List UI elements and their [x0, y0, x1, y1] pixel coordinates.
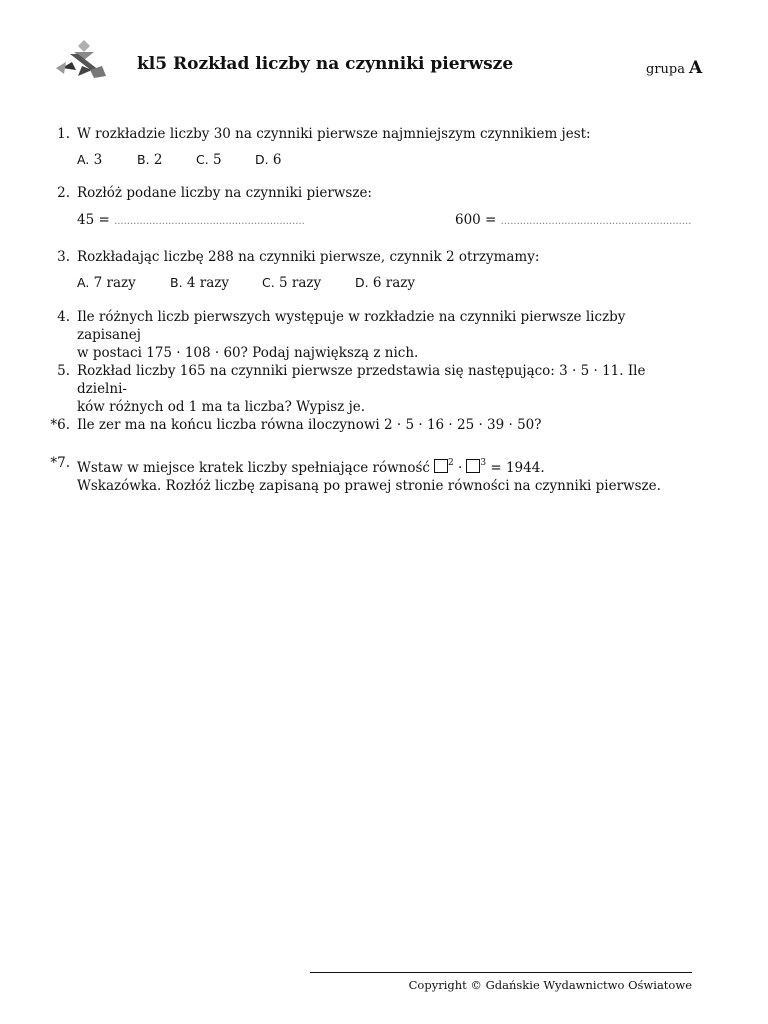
question-7 [40, 454, 690, 495]
dotted-answer-line: ............................................................ [500, 216, 692, 227]
option-letter: C. [196, 152, 209, 167]
question-number: *6. [50, 417, 70, 433]
footer-divider [310, 972, 692, 973]
answer-box[interactable] [434, 459, 448, 473]
group-indicator [646, 58, 702, 78]
exponent: 2 [448, 458, 454, 468]
dotted-answer-line: ............................................................ [114, 216, 305, 227]
multiplication-dot: · [458, 460, 463, 476]
option-letter: D. [255, 152, 269, 167]
question-2 [40, 184, 690, 202]
question-text: Wstaw w miejsce kratek liczby spełniające równość [77, 460, 430, 476]
option-value: 6 [272, 152, 282, 168]
option-a [77, 151, 137, 169]
option-value: 7 razy [93, 275, 136, 291]
answer-options [77, 274, 690, 292]
exponent: 3 [480, 458, 487, 468]
question-4 [40, 308, 690, 362]
question-text-line-1: Ile różnych liczb pierwszych występuje w rozkładzie na czynniki pierwsze liczby zapisanej [77, 309, 626, 343]
expression-600: 600 = [455, 212, 497, 228]
option-letter: A. [77, 275, 90, 290]
expression-45: 45 = [77, 212, 110, 228]
question-number: 4. [57, 309, 70, 325]
option-letter: B. [170, 275, 183, 290]
option-a [77, 274, 170, 292]
question-3 [40, 248, 690, 292]
answer-line-left [77, 212, 305, 228]
equation-result: = 1944. [490, 460, 545, 476]
question-text-line-1: Rozkład liczby 165 na czynniki pierwsze przedstawia się następująco: 3 · 5 · 11. Ile dzielni- [77, 363, 646, 397]
option-c [262, 274, 355, 292]
answer-options [77, 151, 690, 169]
question-text: W rozkładzie liczby 30 na czynniki pierwsze najmniejszym czynnikiem jest: [77, 126, 591, 142]
question-6 [40, 416, 690, 434]
option-letter: A. [77, 152, 90, 167]
option-b [170, 274, 262, 292]
question-hint: Wskazówka. Rozłóż liczbę zapisaną po prawej stronie równości na czynniki pierwsze. [77, 478, 661, 494]
group-letter: A [688, 58, 703, 78]
question-text: Ile zer ma na końcu liczba równa iloczynowi 2 · 5 · 16 · 25 · 39 · 50? [77, 417, 542, 433]
question-number: 5. [57, 363, 70, 379]
page-title: kl5 Rozkład liczby na czynniki pierwsze [137, 54, 514, 74]
option-b [137, 151, 196, 169]
option-letter: C. [262, 275, 275, 290]
option-value: 4 razy [186, 275, 229, 291]
option-value: 5 razy [279, 275, 322, 291]
question-number: 1. [57, 126, 70, 142]
question-number: 3. [57, 249, 70, 265]
question-text-line-2: ków różnych od 1 ma ta liczba? Wypisz je. [77, 399, 366, 415]
copyright-text: Copyright © Gdańskie Wydawnictwo Oświatowe [408, 978, 692, 992]
option-c [196, 151, 255, 169]
publisher-logo-icon [56, 40, 106, 80]
question-1 [40, 125, 690, 169]
question-5 [40, 362, 690, 416]
question-equation [77, 454, 690, 477]
option-value: 2 [153, 152, 163, 168]
question-number: *7. [50, 455, 70, 471]
option-letter: D. [355, 275, 369, 290]
option-d [255, 151, 282, 169]
question-text-line-2: w postaci 175 · 108 · 60? Podaj największą z nich. [77, 345, 419, 361]
question-number: 2. [57, 185, 70, 201]
option-value: 6 razy [372, 275, 416, 291]
option-value: 3 [93, 152, 103, 168]
answer-line-right [455, 212, 691, 228]
option-value: 5 [213, 152, 222, 168]
question-text: Rozkładając liczbę 288 na czynniki pierwsze, czynnik 2 otrzymamy: [77, 249, 540, 265]
option-d [355, 274, 415, 292]
option-letter: B. [137, 152, 150, 167]
question-text: Rozłóż podane liczby na czynniki pierwsze: [77, 185, 372, 201]
group-label: grupa [646, 62, 685, 77]
answer-box[interactable] [466, 459, 480, 473]
